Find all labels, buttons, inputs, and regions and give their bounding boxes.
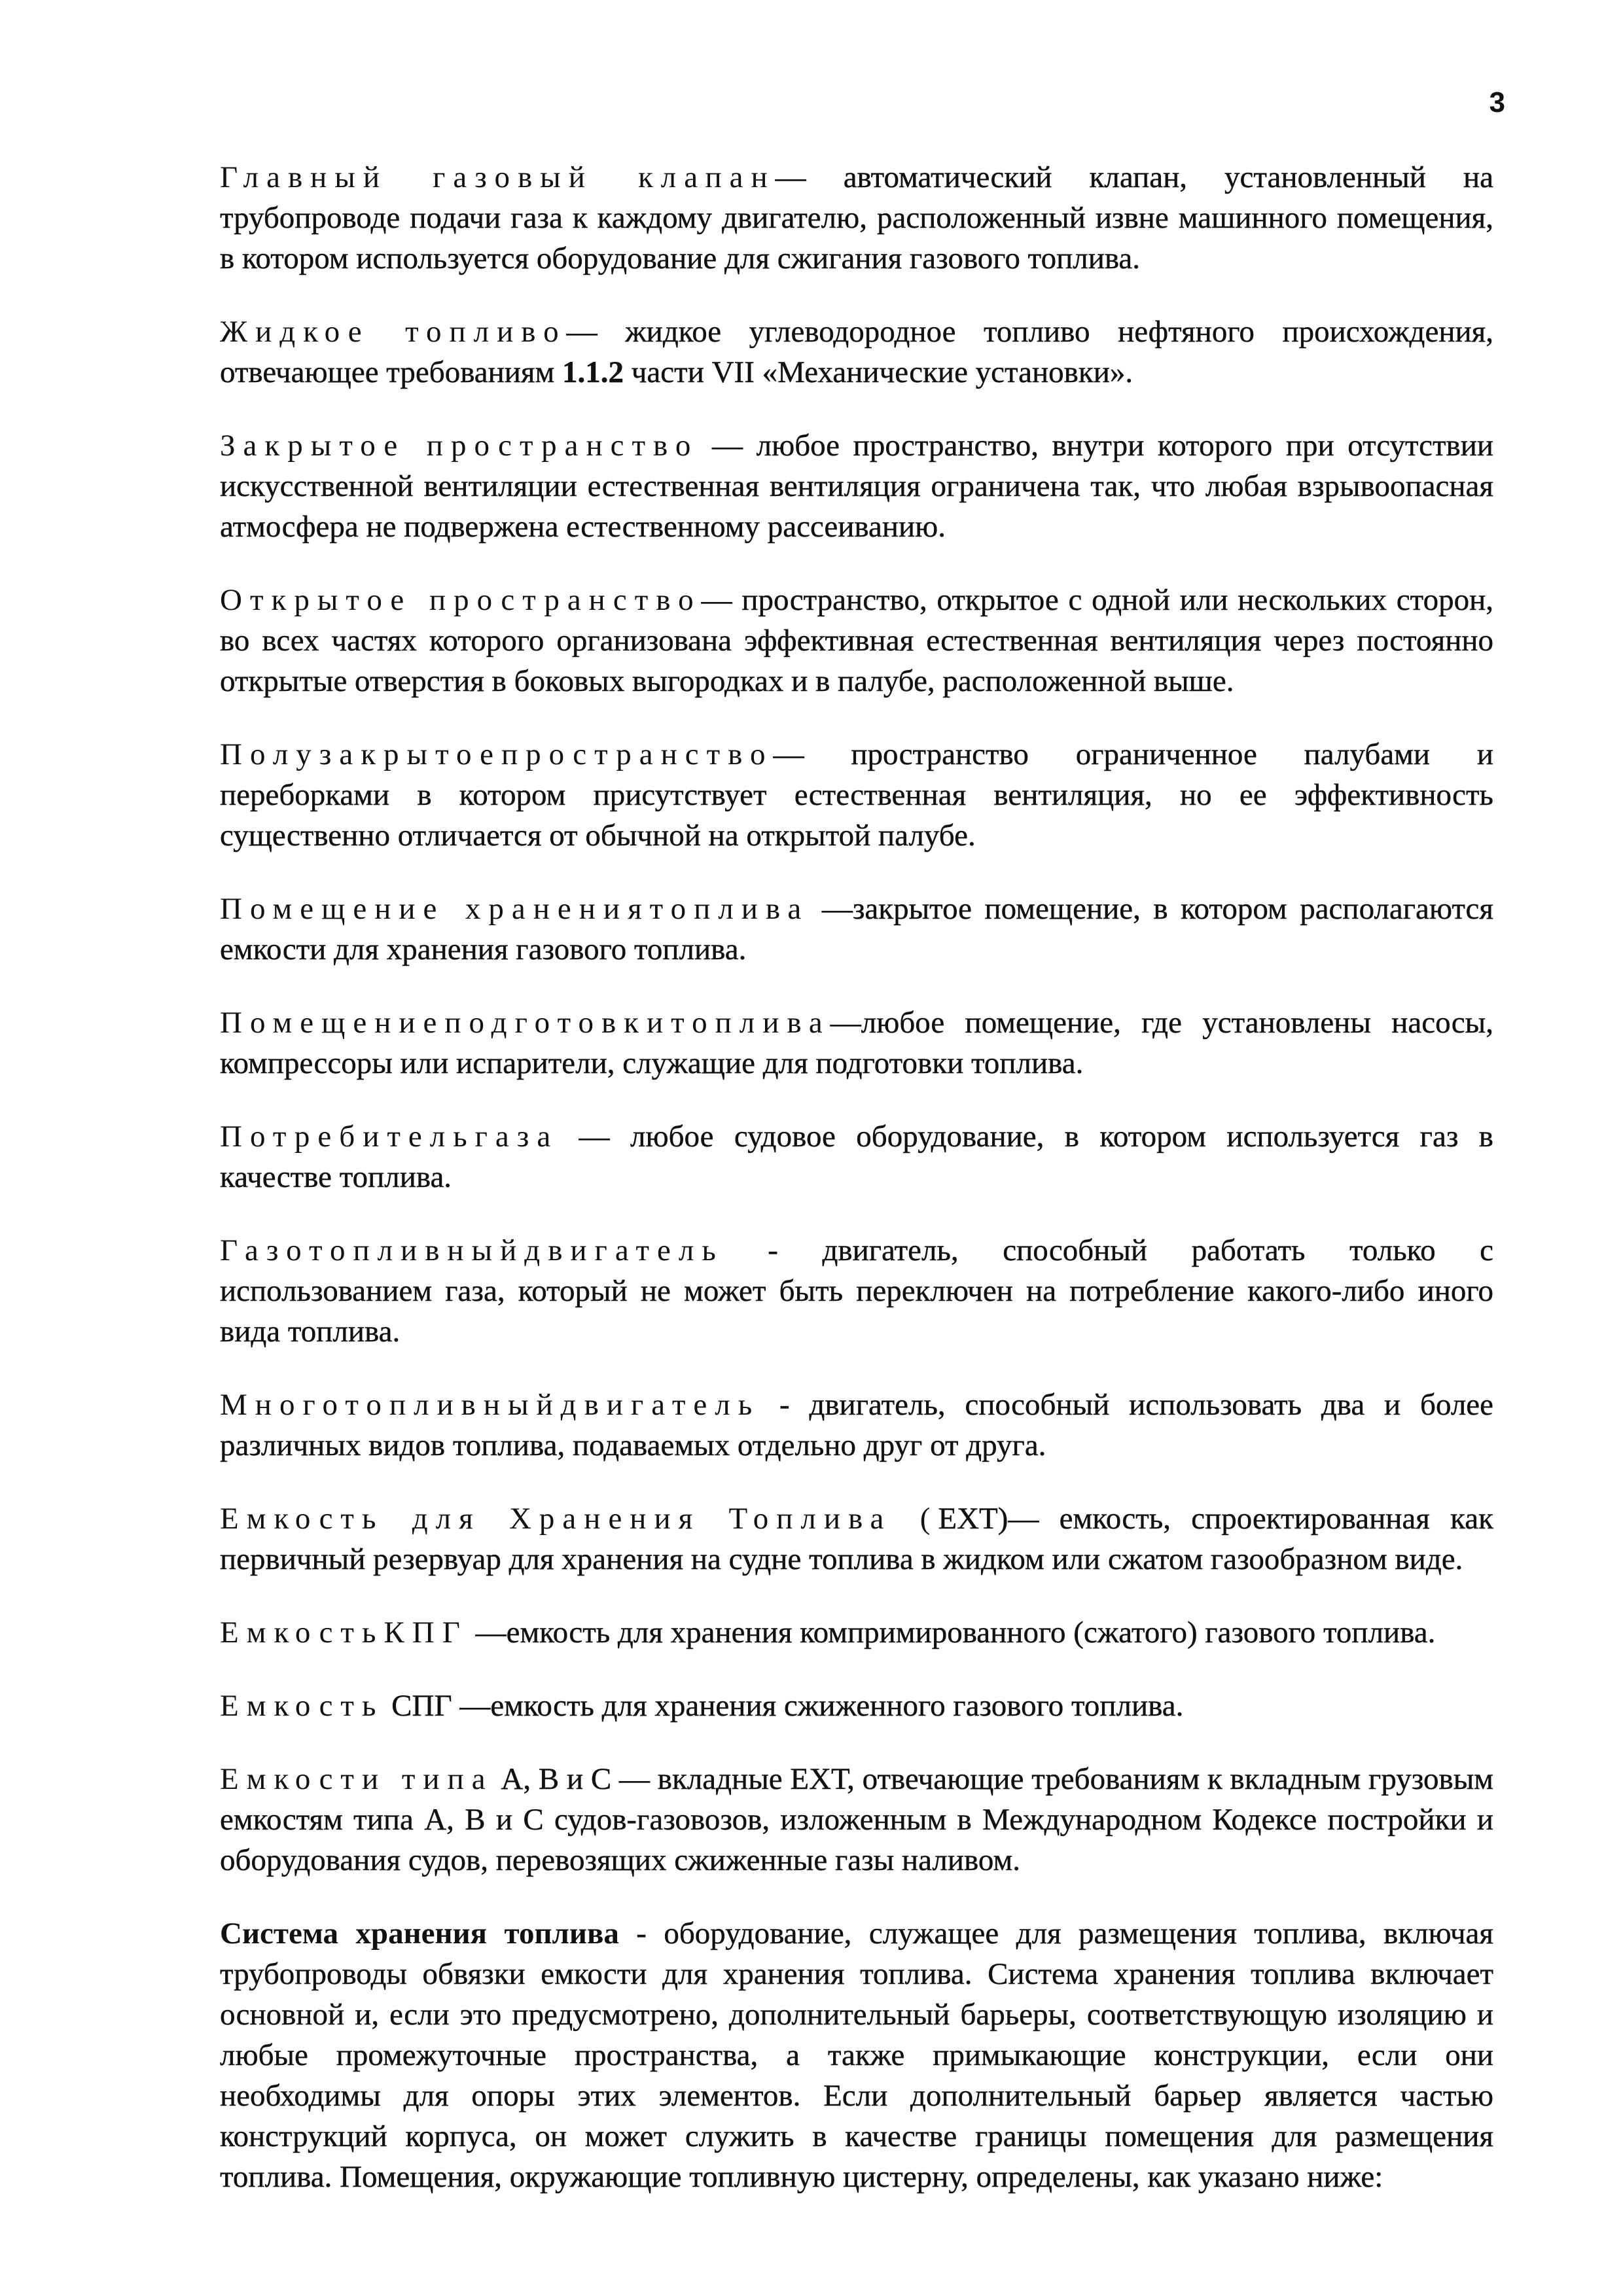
definition-fuel-storage-room: [220, 889, 1493, 970]
definition-term: Открытое пространство: [220, 583, 702, 617]
definition-term: Емкости типа: [220, 1762, 493, 1796]
definition-open-space: [220, 580, 1493, 701]
definition-text: — любое судовое оборудование, в котором используется газ в качестве топлива.: [220, 1120, 1493, 1194]
definition-text: —емкость для хранения компримированного (сжатого) газового топлива.: [467, 1616, 1436, 1650]
definition-liquid-fuel: [220, 311, 1493, 393]
definition-abbreviation: КПГ: [383, 1616, 468, 1650]
definition-fuel-preparation-room: [220, 1002, 1493, 1084]
definition-gas-consumer: [220, 1116, 1493, 1197]
definition-text: - оборудование, служащее для размещения топлива, включая трубопроводы обвязки емкости для хранения топлива. Система хранения топлива включает основной и, если это предусмотрено, дополнительный барьеры, соответствующую изоляцию и любые промежуточные пространства, а также примыкающие конструкции, если они необходимы для опоры этих элементов. Если дополнительный барьер является частью конструкций корпуса, он может служить в качестве границы помещения для размещения топлива. Помещения, окружающие топливную цистерну, определены, как указано ниже:: [220, 1916, 1493, 2194]
definition-term: Емкость: [220, 1689, 384, 1723]
definition-abbreviation: ЕХТ: [938, 1502, 998, 1536]
definition-fuel-containment-system: [220, 1913, 1493, 2197]
definition-tank-types-abc: [220, 1759, 1493, 1881]
definition-text: - двигатель, способный работать только с использованием газа, который не может быть переключен на потребление какого-либо иного вида топлива.: [220, 1233, 1493, 1349]
definition-text: — пространство ограниченное палубами и переборками в котором присутствует естественная вентиляция, но ее эффективность существенно отличается от обычной на открытой палубе.: [220, 737, 1493, 853]
definition-multi-fuel-engine: [220, 1385, 1493, 1466]
definition-term: Помещение хранениятоплива: [220, 892, 810, 926]
definition-term: Емкость: [220, 1616, 384, 1650]
definition-term: Закрытое пространство: [220, 429, 699, 463]
document-body: [220, 157, 1493, 2230]
definition-fuel-storage-tank: [220, 1498, 1493, 1580]
definition-abbreviation: А, В и С: [501, 1762, 612, 1796]
definition-text: —закрытое помещение, в котором располагаются емкости для хранения газового топлива.: [220, 892, 1493, 966]
definition-term: Газотопливныйдвигатель: [220, 1233, 724, 1267]
definition-text: части VII «Механические установки».: [624, 355, 1133, 389]
definition-term: Система хранения топлива: [220, 1916, 619, 1951]
definition-main-gas-valve: [220, 157, 1493, 279]
definition-term: Жидкое топливо: [220, 315, 567, 349]
definition-enclosed-space: [220, 425, 1493, 547]
definition-term: Потребительгаза: [220, 1120, 559, 1154]
definition-semi-enclosed-space: [220, 734, 1493, 856]
definition-text: - двигатель, способный использовать два и более различных видов топлива, подаваемых отдельно друг от друга.: [220, 1388, 1493, 1462]
definition-text: — жидкое углеводородное топливо нефтяного происхождения, отвечающее требованиям: [220, 315, 1493, 389]
definition-text: — автоматический клапан, установленный на трубопроводе подачи газа к каждому двигателю, расположенный извне машинного помещения, в котором используется оборудование для сжигания газового топлива.: [220, 160, 1494, 275]
definition-gas-fuel-engine: [220, 1230, 1493, 1352]
page-number: 3: [1489, 86, 1505, 118]
definition-abbreviation: СПГ: [391, 1689, 452, 1723]
definition-term: Помещениеподготовкитоплива: [220, 1006, 830, 1040]
definition-text: — любое пространство, внутри которого при отсутствии искусственной вентиляции естественная вентиляция ограничена так, что любая взрывоопасная атмосфера не подвержена естественному рассеиванию.: [220, 429, 1493, 544]
definition-cng-tank: [220, 1612, 1493, 1653]
definition-text: — вкладные ЕХТ, отвечающие требованиям к вкладным грузовым емкостям типа А, В и С судов-газовозов, изложенным в Международном Кодексе постройки и оборудования судов, перевозящих сжиженные газы наливом.: [220, 1762, 1494, 1877]
definition-term: Многотопливныйдвигатель: [220, 1388, 760, 1422]
section-reference: 1.1.2: [562, 355, 624, 389]
definition-lng-tank: [220, 1686, 1493, 1726]
definition-term: Полузакрытоепространство: [220, 737, 774, 771]
definition-text: —емкость для хранения сжиженного газового топлива.: [452, 1689, 1184, 1723]
definition-term: Главный газовый клапан: [220, 160, 776, 194]
definition-text: —любое помещение, где установлены насосы, компрессоры или испарители, служащие для подготовки топлива.: [220, 1006, 1493, 1080]
definition-term: Емкость для Хранения Топлива (: [220, 1502, 938, 1536]
definition-text: )— емкость, спроектированная как первичный резервуар для хранения на судне топлива в жидком или сжатом газообразном виде.: [220, 1502, 1493, 1576]
definition-text: — пространство, открытое с одной или нескольких сторон, во всех частях которого организована эффективная естественная вентиляция через постоянно открытые отверстия в боковых выгородках и в палубе, расположенной выше.: [220, 583, 1493, 698]
